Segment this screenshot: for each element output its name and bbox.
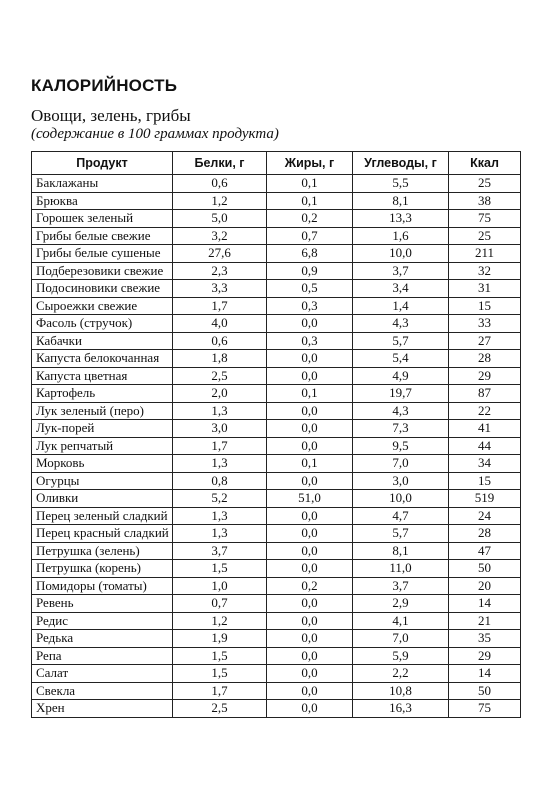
cell-kcal: 21 (449, 612, 521, 630)
cell-fat: 0,0 (267, 420, 353, 438)
table-row (32, 472, 521, 490)
cell-product: Редис (32, 612, 173, 630)
cell-fat: 0,0 (267, 700, 353, 718)
header-kcal: Ккал (449, 152, 521, 175)
table-row (32, 630, 521, 648)
cell-carbs: 19,7 (353, 385, 449, 403)
table-row (32, 455, 521, 473)
table-row (32, 420, 521, 438)
cell-product: Хрен (32, 700, 173, 718)
cell-carbs: 8,1 (353, 542, 449, 560)
cell-protein: 4,0 (173, 315, 267, 333)
cell-kcal: 75 (449, 210, 521, 228)
cell-kcal: 15 (449, 472, 521, 490)
cell-fat: 0,0 (267, 595, 353, 613)
table-row (32, 350, 521, 368)
cell-protein: 27,6 (173, 245, 267, 263)
cell-product: Горошек зеленый (32, 210, 173, 228)
table-row (32, 490, 521, 508)
cell-protein: 2,0 (173, 385, 267, 403)
cell-kcal: 44 (449, 437, 521, 455)
cell-product: Лук-порей (32, 420, 173, 438)
cell-carbs: 3,7 (353, 262, 449, 280)
table-row (32, 682, 521, 700)
cell-product: Петрушка (корень) (32, 560, 173, 578)
cell-protein: 5,0 (173, 210, 267, 228)
cell-kcal: 29 (449, 647, 521, 665)
header-fat: Жиры, г (267, 152, 353, 175)
cell-fat: 0,1 (267, 385, 353, 403)
cell-carbs: 7,0 (353, 630, 449, 648)
table-row (32, 560, 521, 578)
table-row (32, 525, 521, 543)
cell-product: Морковь (32, 455, 173, 473)
cell-fat: 0,1 (267, 175, 353, 193)
cell-protein: 1,8 (173, 350, 267, 368)
cell-kcal: 75 (449, 700, 521, 718)
cell-carbs: 4,7 (353, 507, 449, 525)
cell-carbs: 2,2 (353, 665, 449, 683)
cell-protein: 1,5 (173, 647, 267, 665)
cell-fat: 0,0 (267, 630, 353, 648)
cell-carbs: 8,1 (353, 192, 449, 210)
cell-kcal: 47 (449, 542, 521, 560)
table-row (32, 315, 521, 333)
cell-kcal: 22 (449, 402, 521, 420)
cell-kcal: 87 (449, 385, 521, 403)
cell-fat: 0,9 (267, 262, 353, 280)
cell-fat: 0,0 (267, 472, 353, 490)
table-header-row (32, 152, 521, 175)
cell-carbs: 10,8 (353, 682, 449, 700)
cell-fat: 0,0 (267, 612, 353, 630)
cell-fat: 0,3 (267, 297, 353, 315)
cell-product: Перец зеленый сладкий (32, 507, 173, 525)
cell-protein: 3,2 (173, 227, 267, 245)
table-row (32, 437, 521, 455)
table-row (32, 542, 521, 560)
cell-kcal: 24 (449, 507, 521, 525)
cell-kcal: 50 (449, 682, 521, 700)
content-note: (содержание в 100 граммах продукта) (31, 126, 279, 142)
cell-carbs: 4,1 (353, 612, 449, 630)
cell-protein: 0,7 (173, 595, 267, 613)
cell-protein: 1,7 (173, 437, 267, 455)
cell-protein: 1,5 (173, 560, 267, 578)
cell-protein: 3,3 (173, 280, 267, 298)
cell-carbs: 2,9 (353, 595, 449, 613)
header-product: Продукт (32, 152, 173, 175)
cell-fat: 0,0 (267, 350, 353, 368)
cell-product: Оливки (32, 490, 173, 508)
cell-protein: 2,3 (173, 262, 267, 280)
table-row (32, 647, 521, 665)
table-row (32, 175, 521, 193)
cell-product: Редька (32, 630, 173, 648)
cell-product: Репа (32, 647, 173, 665)
cell-kcal: 25 (449, 175, 521, 193)
cell-protein: 0,8 (173, 472, 267, 490)
cell-fat: 51,0 (267, 490, 353, 508)
cell-kcal: 211 (449, 245, 521, 263)
cell-product: Фасоль (стручок) (32, 315, 173, 333)
cell-product: Ревень (32, 595, 173, 613)
cell-fat: 0,2 (267, 210, 353, 228)
section-subtitle: Овощи, зелень, грибы (31, 106, 191, 125)
cell-carbs: 9,5 (353, 437, 449, 455)
page-title: КАЛОРИЙНОСТЬ (31, 76, 178, 95)
cell-kcal: 31 (449, 280, 521, 298)
cell-carbs: 3,0 (353, 472, 449, 490)
cell-fat: 6,8 (267, 245, 353, 263)
cell-fat: 0,1 (267, 192, 353, 210)
cell-carbs: 16,3 (353, 700, 449, 718)
cell-fat: 0,0 (267, 525, 353, 543)
cell-kcal: 14 (449, 595, 521, 613)
cell-kcal: 15 (449, 297, 521, 315)
table-row (32, 385, 521, 403)
cell-product: Картофель (32, 385, 173, 403)
cell-fat: 0,7 (267, 227, 353, 245)
cell-carbs: 10,0 (353, 490, 449, 508)
cell-protein: 1,3 (173, 507, 267, 525)
calorie-table (31, 151, 521, 718)
cell-protein: 1,5 (173, 665, 267, 683)
cell-product: Лук репчатый (32, 437, 173, 455)
cell-kcal: 41 (449, 420, 521, 438)
table-row (32, 227, 521, 245)
cell-carbs: 3,7 (353, 577, 449, 595)
cell-fat: 0,1 (267, 455, 353, 473)
cell-fat: 0,5 (267, 280, 353, 298)
cell-kcal: 27 (449, 332, 521, 350)
table-row (32, 367, 521, 385)
cell-carbs: 5,5 (353, 175, 449, 193)
cell-fat: 0,0 (267, 315, 353, 333)
cell-protein: 5,2 (173, 490, 267, 508)
cell-protein: 0,6 (173, 332, 267, 350)
cell-fat: 0,0 (267, 647, 353, 665)
cell-kcal: 38 (449, 192, 521, 210)
cell-product: Кабачки (32, 332, 173, 350)
cell-kcal: 25 (449, 227, 521, 245)
cell-kcal: 28 (449, 350, 521, 368)
cell-kcal: 519 (449, 490, 521, 508)
table-row (32, 665, 521, 683)
cell-product: Подосиновики свежие (32, 280, 173, 298)
cell-protein: 1,2 (173, 192, 267, 210)
cell-kcal: 29 (449, 367, 521, 385)
cell-protein: 1,7 (173, 682, 267, 700)
cell-kcal: 32 (449, 262, 521, 280)
cell-carbs: 5,7 (353, 525, 449, 543)
cell-product: Баклажаны (32, 175, 173, 193)
table-row (32, 210, 521, 228)
cell-protein: 3,0 (173, 420, 267, 438)
cell-fat: 0,0 (267, 402, 353, 420)
table-row (32, 612, 521, 630)
cell-fat: 0,0 (267, 367, 353, 385)
cell-protein: 2,5 (173, 367, 267, 385)
cell-product: Подберезовики свежие (32, 262, 173, 280)
cell-kcal: 28 (449, 525, 521, 543)
cell-protein: 1,2 (173, 612, 267, 630)
cell-fat: 0,0 (267, 682, 353, 700)
cell-carbs: 13,3 (353, 210, 449, 228)
cell-product: Брюква (32, 192, 173, 210)
table-row (32, 332, 521, 350)
cell-fat: 0,0 (267, 437, 353, 455)
table-row (32, 577, 521, 595)
cell-product: Капуста цветная (32, 367, 173, 385)
cell-protein: 1,3 (173, 402, 267, 420)
table-row (32, 595, 521, 613)
cell-carbs: 1,6 (353, 227, 449, 245)
cell-carbs: 5,9 (353, 647, 449, 665)
table-row (32, 507, 521, 525)
cell-kcal: 35 (449, 630, 521, 648)
cell-product: Капуста белокочанная (32, 350, 173, 368)
header-carbs: Углеводы, г (353, 152, 449, 175)
cell-protein: 3,7 (173, 542, 267, 560)
cell-carbs: 11,0 (353, 560, 449, 578)
table-row (32, 192, 521, 210)
cell-product: Салат (32, 665, 173, 683)
header-protein: Белки, г (173, 152, 267, 175)
cell-product: Петрушка (зелень) (32, 542, 173, 560)
cell-product: Свекла (32, 682, 173, 700)
table-row (32, 245, 521, 263)
cell-carbs: 1,4 (353, 297, 449, 315)
table-row (32, 700, 521, 718)
cell-carbs: 4,9 (353, 367, 449, 385)
table-body (32, 175, 521, 718)
cell-fat: 0,0 (267, 665, 353, 683)
cell-product: Лук зеленый (перо) (32, 402, 173, 420)
cell-carbs: 10,0 (353, 245, 449, 263)
cell-fat: 0,0 (267, 542, 353, 560)
cell-fat: 0,2 (267, 577, 353, 595)
cell-product: Перец красный сладкий (32, 525, 173, 543)
cell-carbs: 7,0 (353, 455, 449, 473)
cell-protein: 1,9 (173, 630, 267, 648)
cell-carbs: 4,3 (353, 315, 449, 333)
cell-kcal: 50 (449, 560, 521, 578)
cell-protein: 0,6 (173, 175, 267, 193)
table-row (32, 262, 521, 280)
cell-fat: 0,3 (267, 332, 353, 350)
cell-protein: 2,5 (173, 700, 267, 718)
table-row (32, 280, 521, 298)
cell-product: Сыроежки свежие (32, 297, 173, 315)
cell-kcal: 14 (449, 665, 521, 683)
cell-protein: 1,7 (173, 297, 267, 315)
table-row (32, 297, 521, 315)
cell-protein: 1,0 (173, 577, 267, 595)
cell-product: Огурцы (32, 472, 173, 490)
cell-carbs: 3,4 (353, 280, 449, 298)
cell-carbs: 5,7 (353, 332, 449, 350)
cell-carbs: 5,4 (353, 350, 449, 368)
cell-protein: 1,3 (173, 525, 267, 543)
cell-carbs: 7,3 (353, 420, 449, 438)
cell-product: Помидоры (томаты) (32, 577, 173, 595)
cell-protein: 1,3 (173, 455, 267, 473)
table-row (32, 402, 521, 420)
cell-kcal: 20 (449, 577, 521, 595)
cell-product: Грибы белые сушеные (32, 245, 173, 263)
cell-kcal: 34 (449, 455, 521, 473)
cell-kcal: 33 (449, 315, 521, 333)
cell-fat: 0,0 (267, 507, 353, 525)
cell-product: Грибы белые свежие (32, 227, 173, 245)
cell-fat: 0,0 (267, 560, 353, 578)
cell-carbs: 4,3 (353, 402, 449, 420)
